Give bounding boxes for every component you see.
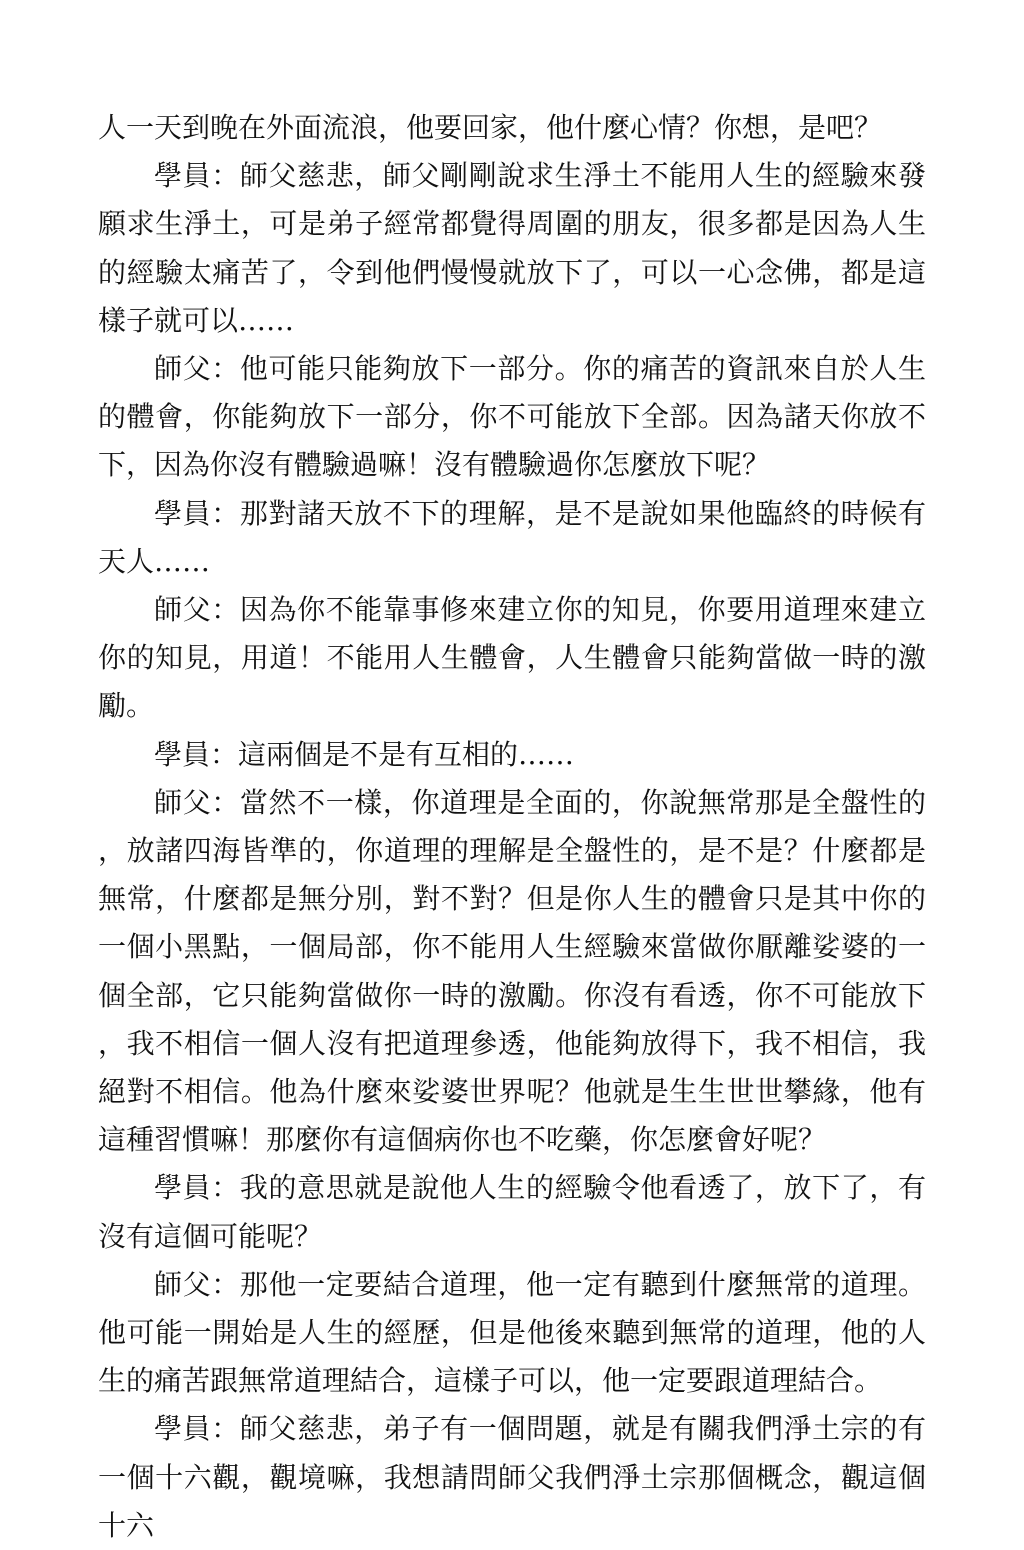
paragraph-2: 學員：師父慈悲，師父剛剛說求生淨土不能用人生的經驗來發願求生淨土，可是弟子經常都覺得周圍的朋友，很多都是因為人生的經驗太痛苦了，令到他們慢慢就放下了，可以一心念佛，都是這樣子就可以…… xyxy=(98,159,926,337)
document-page xyxy=(98,104,926,1550)
paragraph-5: 師父：因為你不能靠事修來建立你的知見，你要用道理來建立你的知見，用道！不能用人生體會，人生體會只能夠當做一時的激勵。 xyxy=(98,593,926,723)
paragraph-1: 人一天到晚在外面流浪，他要回家，他什麼心情？你想，是吧？ xyxy=(98,111,883,144)
paragraph-7: 師父：當然不一樣，你道理是全面的，你說無常那是全盤性的，放諸四海皆準的，你道理的理解是全盤性的，是不是？什麼都是無常，什麼都是無分別，對不對？但是你人生的體會只是其中你的一個小黑點，一個局部，你不能用人生經驗來當做你厭離娑婆的一個全部，它只能夠當做你一時的激勵。你沒有看透，你不可能放下，我不相信一個人沒有把道理參透，他能夠放得下，我不相信，我絕對不相信。他為什麼來娑婆世界呢？他就是生生世世攀緣，他有這種習慣嘛！那麼你有這個病你也不吃藥，你怎麼會好呢？ xyxy=(98,785,926,1157)
paragraph-10: 學員：師父慈悲，弟子有一個問題，就是有關我們淨土宗的有一個十六觀，觀境嘛，我想請問師父我們淨土宗那個概念，觀這個十六 xyxy=(98,1412,926,1542)
paragraph-6: 學員：這兩個是不是有互相的…… xyxy=(154,737,575,771)
paragraph-4: 學員：那對諸天放不下的理解，是不是說如果他臨終的時候有天人…… xyxy=(98,496,926,578)
paragraph-8: 學員：我的意思就是說他人生的經驗令他看透了，放下了，有沒有這個可能呢？ xyxy=(98,1171,926,1253)
paragraph-3: 師父：他可能只能夠放下一部分。你的痛苦的資訊來自於人生的體會，你能夠放下一部分，你不可能放下全部。因為諸天你放不下，因為你沒有體驗過嘛！沒有體驗過你怎麼放下呢？ xyxy=(98,352,926,482)
paragraph-9: 師父：那他一定要結合道理，他一定有聽到什麼無常的道理。他可能一開始是人生的經歷，但是他後來聽到無常的道理，他的人生的痛苦跟無常道理結合，這樣子可以，他一定要跟道理結合。 xyxy=(98,1267,926,1398)
